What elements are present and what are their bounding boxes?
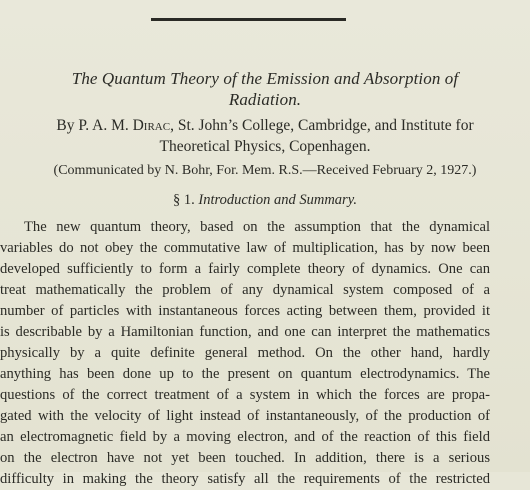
body-line: is describable by a Hamiltonian function, and one can interpret the mathematics: [0, 324, 490, 340]
author-line-2: Theoretical Physics, Copenhagen.: [159, 138, 371, 155]
body-line: questions of the correct treatment of a system in which the forces are propa-: [0, 387, 490, 403]
header-rule: [151, 18, 346, 21]
section-title: Introduction and Summary.: [198, 192, 357, 208]
author-affiliation: , St. John’s College, Cambridge, and Institute for: [170, 117, 474, 134]
body-line: anything has been done up to the present on quantum electrodynamics. The: [0, 366, 490, 382]
body-line: treat mathematically the problem of any dynamical system composed of a: [0, 282, 490, 298]
communication-note: (Communicated by N. Bohr, For. Mem. R.S.—Received February 2, 1927.): [53, 163, 477, 178]
paper-title-line-1: The Quantum Theory of the Emission and Absorption of: [71, 69, 459, 88]
paper-title-line-2: Radiation.: [228, 90, 302, 109]
section-heading: [0, 190, 530, 211]
body-line: physically by a quite definite general method. On the other hand, hardly: [0, 345, 490, 361]
body-line: number of particles with instantaneous forces acting between them, provided it: [0, 303, 490, 319]
body-line: difficulty in making the theory satisfy all the requirements of the restricted: [0, 471, 490, 487]
author-name: P. A. M. Dirac: [78, 117, 171, 134]
body-line: The new quantum theory, based on the assumption that the dynamical: [24, 219, 490, 235]
body-line: on the electron have not yet been touched. In addition, there is a serious: [0, 450, 490, 466]
author-prefix: By: [56, 117, 75, 134]
body-line: an electromagnetic field by a moving electron, and of the reaction of this field: [0, 429, 490, 445]
body-line: gated with the velocity of light instead of instantaneously, of the production of: [0, 408, 490, 424]
body-line: variables do not obey the commutative law of multiplication, has by now been: [0, 240, 490, 256]
author-line-1: [0, 115, 530, 136]
section-number: § 1.: [173, 192, 195, 208]
body-line: developed sufficiently to form a fairly complete theory of dynamics. One can: [0, 261, 490, 277]
